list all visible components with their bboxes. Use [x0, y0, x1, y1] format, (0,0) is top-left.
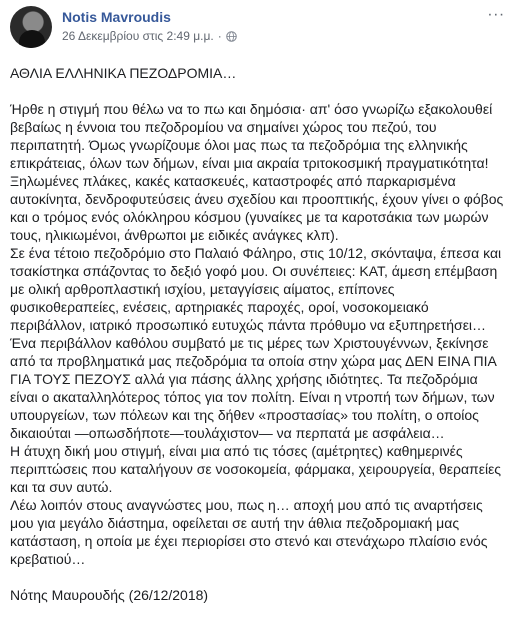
- author-name[interactable]: Notis Mavroudis: [62, 9, 171, 25]
- post-paragraph-1: Ήρθε η στιγμή που θέλω να το πω και δημόσια· απ' όσο γνωρίζω εξακολουθεί βεβαίως η έννοια του πεζοδρομίου να σημαίνει χώρος του πεζού, του περιπατητή. Όμως γνωρίζουμε όλοι μας πως τα πεζοδρόμια της ελληνικής επικράτειας, όλων των δήμων, είναι μια ακραία τριτοκοσμική πραγματικότητα!: [10, 101, 493, 171]
- more-options-icon: ···: [487, 6, 505, 23]
- post-paragraph-4: Ένα περιβάλλον καθόλου συμβατό με τις μέρες των Χριστουγέννων, ξεκίνησε από τα προβληματικά μας πεζοδρόμια τα οποία στην χώρα μας ΔΕΝ ΕΙΝΑ ΠΙΑ ΓΙΑ ΤΟΥΣ ΠΕΖΟΥΣ αλλά για πάσης άλλης χρήσης ιδιότητες. Τα πεζοδρόμια είναι ο ακαταλληλότερος τόπος για τον πολίτη. Είναι η ντροπή των δήμων, των υπουργείων, των πόλεων και της δήθεν «προστασίας» του πολίτη, ο οποίος δικαιούται —οπωσδήποτε—τουλάχιστον— να περπατά με ασφάλεια…: [10, 335, 497, 441]
- meta-separator: ·: [217, 29, 222, 43]
- post-header: [10, 6, 505, 50]
- post-paragraph-5: Η άτυχη δική μου στιγμή, είναι μια από τις τόσες (αμέτρητες) καθημερινές περιπτώσεις που καταλήγουν σε νοσοκομεία, φάρμακα, χειρουργεία, θεραπείες και τα συν αυτώ.: [10, 443, 502, 495]
- post-timestamp[interactable]: 26 Δεκεμβρίου στις 2:49 μ.μ.: [62, 29, 214, 43]
- post-title: ΑΘΛΙΑ ΕΛΛΗΝΙΚΑ ΠΕΖΟΔΡΟΜΙΑ…: [10, 65, 237, 81]
- more-options-button[interactable]: [487, 8, 505, 22]
- avatar[interactable]: [10, 6, 52, 48]
- post-signature: Νότης Μαυρουδής (26/12/2018): [10, 587, 209, 603]
- globe-icon[interactable]: [226, 31, 237, 42]
- post-body: [10, 64, 506, 604]
- post-paragraph-2: Ξηλωμένες πλάκες, κακές κατασκευές, καταστροφές από παρκαρισμένα αυτοκίνητα, δενδροφυτεύσεις άνευ σχεδίου και προοπτικής, έχουν γίνει ο φόβος και ο τρόμος ενός ολόκληρου κόσμου (γυναίκες με τα καροτσάκια των μωρών τους, ηλικιωμένοι, άνθρωποι με ειδικές ανάγκες κλπ).: [10, 173, 504, 243]
- post-paragraph-6: Λέω λοιπόν στους αναγνώστες μου, πως η… αποχή μου από τις αναρτήσεις μου για μεγάλο διάστημα, οφείλεται σε αυτή την άθλια πεζοδρομιακή μας κατάσταση, η οποία με έχει περιορίσει στο στενό και στενάχωρο πλαίσιο ενός κρεβατιού…: [10, 497, 488, 567]
- post-paragraph-3: Σε ένα τέτοιο πεζοδρόμιο στο Παλαιό Φάληρο, στις 10/12, σκόνταψα, έπεσα και τσακίστηκα σπάζοντας το δεξιό γοφό μου. Οι συνέπειες: ΚΑΤ, άμεση επέμβαση με ολική αρθροπλαστική ισχίου, μεταγγίσεις αίματος, επίπονες φυσικοθεραπείες, ενέσεις, αρτηριακές παροχές, οροί, νοσοκομειακό περιβάλλον, ιατρικό προσωπικό ευτυχώς πάντα πρόθυμο να εξυπηρετήσει…: [10, 245, 502, 333]
- post-meta: [62, 29, 237, 43]
